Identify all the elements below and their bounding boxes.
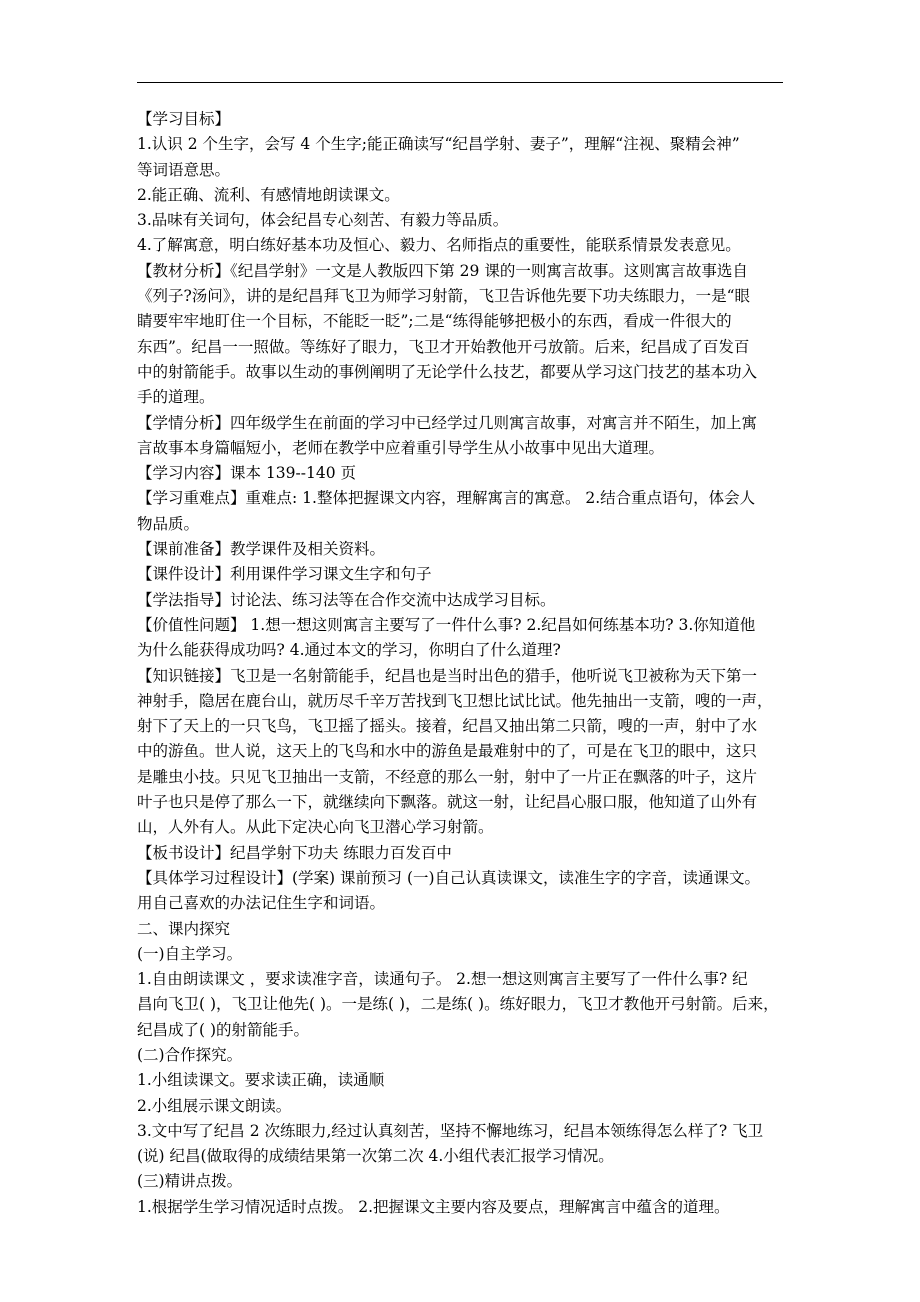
text-line: 1.小组读课文。要求读正确，读通顺	[137, 1071, 385, 1090]
text-line: 1.认识 2 个生字，会写 4 个生字;能正确读写“纪昌学射、妻子”，理解“注视、聚精会神”	[137, 135, 740, 154]
text-line: 东西”。纪昌一一照做。等练好了眼力，飞卫才开始教他开弓放箭。后来，纪昌成了百发百	[137, 337, 750, 356]
text-line: 纪昌成了( )的射箭能手。	[137, 1020, 310, 1039]
text-line: 射下了天上的一只飞鸟，飞卫摇了摇头。接着，纪昌又抽出第二只箭，嗖的一声，射中了水	[137, 717, 758, 736]
text-line: 山，人外有人。从此下定决心向飞卫潜心学习射箭。	[137, 818, 494, 837]
text-line: 睛要牢牢地盯住一个目标，不能眨一眨”;二是“练得能够把极小的东西，看成一件很大的	[137, 312, 732, 331]
text-line: 言故事本身篇幅短小，老师在教学中应着重引导学生从小故事中见出大道理。	[137, 438, 665, 457]
text-line: 叶子也只是停了那么一下，就继续向下飘落。就这一射，让纪昌心服口服，他知道了山外有	[137, 793, 758, 812]
text-line: 为什么能获得成功吗? 4.通过本文的学习，你明白了什么道理?	[137, 641, 561, 660]
text-line: 等词语意思。	[137, 160, 231, 179]
text-line: 【教材分析】《纪昌学射》一文是人教版四下第 29 课的一则寓言故事。这则寓言故事选自	[137, 261, 748, 280]
document-body	[137, 107, 797, 1220]
text-line: 神射手，隐居在鹿台山，就历尽千辛万苦找到飞卫想比试比试。他先抽出一支箭，嗖的一声，	[137, 691, 773, 710]
text-line: 3.文中写了纪昌 2 次练眼力,经过认真刻苦，坚持不懈地练习，纪昌本领练得怎么样了? 飞卫	[137, 1121, 764, 1140]
text-line: 1.自由朗读课文 ，要求读准字音，读通句子。 2.想一想这则寓言主要写了一件什么事? 纪	[137, 970, 748, 989]
text-line: 【学习内容】课本 139--140 页	[137, 464, 356, 483]
text-line: 用自己喜欢的办法记住生字和词语。	[137, 894, 386, 913]
text-line: 中的射箭能手。故事以生动的事例阐明了无论学什么技艺，都要从学习这门技艺的基本功入	[137, 362, 758, 381]
text-line: 4.了解寓意，明白练好基本功及恒心、毅力、名师指点的重要性，能联系情景发表意见。	[137, 236, 741, 255]
text-line: (说) 纪昌(做取得的成绩结果第一次第二次 4.小组代表汇报学习情况。	[137, 1147, 614, 1166]
text-line: 手的道理。	[137, 388, 215, 407]
text-line: 是雕虫小技。只见飞卫抽出一支箭，不经意的那么一射，射中了一片正在飘落的叶子，这片	[137, 767, 758, 786]
text-line: 【学习重难点】重难点: 1.整体把握课文内容，理解寓言的寓意。 2.结合重点语句，体会人	[137, 489, 756, 508]
text-line: 《列子?汤问》，讲的是纪昌拜飞卫为师学习射箭，飞卫告诉他先要下功夫练眼力，一是“眼	[137, 287, 750, 306]
text-line: 二、课内探究	[137, 919, 231, 938]
text-line: (一)自主学习。	[137, 944, 243, 963]
text-line: 【学情分析】四年级学生在前面的学习中已经学过几则寓言故事，对寓言并不陌生，加上寓	[137, 413, 758, 432]
text-line: 3.品味有关词句，体会纪昌专心刻苦、有毅力等品质。	[137, 211, 509, 230]
text-line: 【知识链接】飞卫是一名射箭能手，纪昌也是当时出色的猎手，他听说飞卫被称为天下第一	[137, 666, 758, 685]
text-line: 【课前准备】教学课件及相关资料。	[137, 540, 386, 559]
text-line: 2.小组展示课文朗读。	[137, 1096, 292, 1115]
header-rule	[137, 82, 783, 83]
text-line: 昌向飞卫( )，飞卫让他先( )。一是练( )，二是练( )。练好眼力，飞卫才教他开弓射箭。后来，	[137, 995, 779, 1014]
text-line: 【课件设计】利用课件学习课文生字和句子	[137, 565, 432, 584]
text-line: 2.能正确、流利、有感情地朗读课文。	[137, 185, 400, 204]
text-line: 1.根据学生学习情况适时点拨。 2.把握课文主要内容及要点，理解寓言中蕴含的道理。	[137, 1197, 730, 1216]
text-line: 【具体学习过程设计】(学案) 课前预习 (一)自己认真读课文，读准生字的字音，读通课文。	[137, 868, 761, 887]
text-line: 【板书设计】纪昌学射下功夫 练眼力百发百中	[137, 843, 452, 862]
text-line: 【学法指导】讨论法、练习法等在合作交流中达成学习目标。	[137, 590, 556, 609]
text-line: (二)合作探究。	[137, 1045, 243, 1064]
text-line: 中的游鱼。世人说，这天上的飞鸟和水中的游鱼是最难射中的了，可是在飞卫的眼中，这只	[137, 742, 758, 761]
text-line: (三)精讲点拨。	[137, 1172, 243, 1191]
text-line: 【学习目标】	[137, 110, 231, 128]
text-line: 【价值性问题】 1.想一想这则寓言主要写了一件什么事? 2.纪昌如何练基本功? 3.你知道他	[137, 615, 756, 634]
text-line: 物品质。	[137, 514, 200, 533]
